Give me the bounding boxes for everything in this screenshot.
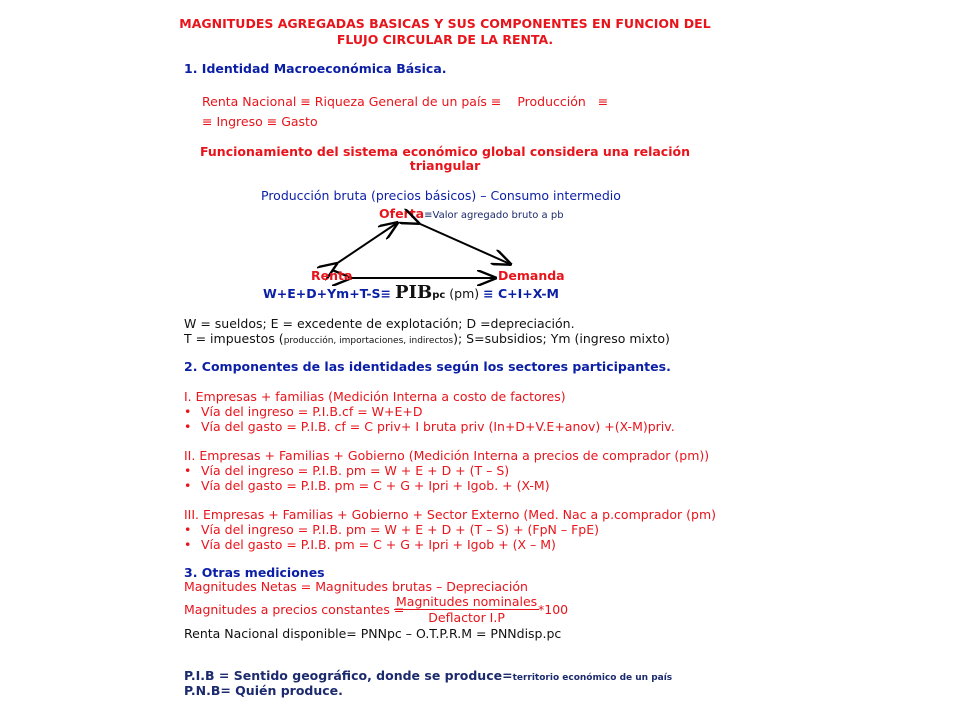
group-1-title: I. Empresas + familias (Medición Interna a costo de factores) [184,389,566,404]
def-impuestos-detail: producción, importaciones, indirectos [283,336,454,346]
def-impuestos: T = impuestos ( [184,331,284,346]
ingreso-text: Ingreso [216,114,263,129]
group-2-bullet-2: • Vía del gasto = P.I.B. pm = C + G + Ipri + Igob. + (X-M) [201,478,550,493]
times-100: *100 [538,602,569,617]
equiv-symbol: ≡ [202,114,213,129]
equiv-symbol: ≡ [266,114,278,129]
group-2-bullet-1: • Vía del ingreso = P.I.B. pm = W + E + D + (T – S) [201,463,509,478]
pib-definition [184,668,672,683]
demanda-label: Demanda [498,268,565,283]
group-1-bullet-2: • Vía del gasto = P.I.B. cf = C priv+ I bruta priv (In+D+V.E+anov) +(X-M)priv. [201,419,675,434]
title-line-1: MAGNITUDES AGREGADAS BASICAS Y SUS COMPONENTES EN FUNCION DEL [179,16,711,31]
pib-label: PIB [395,282,433,303]
equiv-symbol: ≡ [300,94,311,109]
section-1-heading: 1. Identidad Macroeconómica Básica. [184,61,447,76]
group-3-bullet-2: • Vía del gasto = P.I.B. pm = C + G + Ipri + Igob + (X – M) [201,537,556,552]
section-2-heading: 2. Componentes de las identidades según los sectores participantes. [184,359,671,374]
triangle-heading-2: triangular [409,158,481,173]
equiv-symbol: ≡ [490,94,502,109]
group-3-title: III. Empresas + Familias + Gobierno + Sector Externo (Med. Nac a p.comprador (pm) [184,507,717,522]
pib-pm: (pm) [449,286,480,301]
pnb-definition: P.N.B= Quién produce. [184,683,343,698]
def-subsidios: ); S=subsidios; Ym (ingreso mixto) [453,331,670,346]
definitions-line-1: W = sueldos; E = excedente de explotación; D =depreciación. [184,316,575,331]
triangle-heading-1: Funcionamiento del sistema económico global considera una relación [199,144,690,159]
oferta-word: Oferta [379,206,425,221]
oferta-definition: ≡Valor agregado bruto a pb [424,210,564,221]
definitions-line-2 [184,331,670,346]
arrow-oferta-renta [336,223,397,264]
pib-definition-main: P.I.B = Sentido geográfico, donde se produce= [184,668,513,683]
renta-nacional-text: Renta Nacional [202,94,297,109]
renta-disponible-line: Renta Nacional disponible= PNNpc – O.T.P.R.M = PNNdisp.pc [184,626,562,641]
pib-definition-detail: territorio económico de un país [512,673,673,683]
renta-label: Renta [311,268,353,283]
renta-formula: W+E+D+Ym+T-S≡ [263,286,392,301]
magnitudes-netas-line: Magnitudes Netas = Magnitudes brutas – Depreciación [184,579,528,594]
section-3-heading: 3. Otras mediciones [184,565,325,580]
arrow-oferta-demanda [418,223,510,264]
magnitudes-constantes-label: Magnitudes a precios constantes = [184,602,405,617]
demanda-formula: ≡ C+I+X-M [483,286,559,301]
deflator-fraction [394,594,539,625]
fraction-numerator: Magnitudes nominales [396,594,538,609]
gasto-text: Gasto [281,114,318,129]
equiv-symbol: ≡ [597,94,609,109]
fraction-denominator: Deflactor I.P [428,610,505,625]
riqueza-text: Riqueza General de un país [314,94,487,109]
group-1-bullet-1: • Vía del ingreso = P.I.B.cf = W+E+D [201,404,423,419]
title-line-2: FLUJO CIRCULAR DE LA RENTA. [336,32,554,47]
group-3-bullet-1: • Vía del ingreso = P.I.B. pm = W + E + D + (T – S) + (FpN – FpE) [201,522,599,537]
group-2-title: II. Empresas + Familias + Gobierno (Medición Interna a precios de comprador (pm)) [184,448,710,463]
produccion-bruta-text: Producción bruta (precios básicos) – Consumo intermedio [261,188,621,203]
produccion-text: Producción [517,94,586,109]
pib-formula-line [263,282,559,303]
pib-subscript: pc [432,290,446,301]
